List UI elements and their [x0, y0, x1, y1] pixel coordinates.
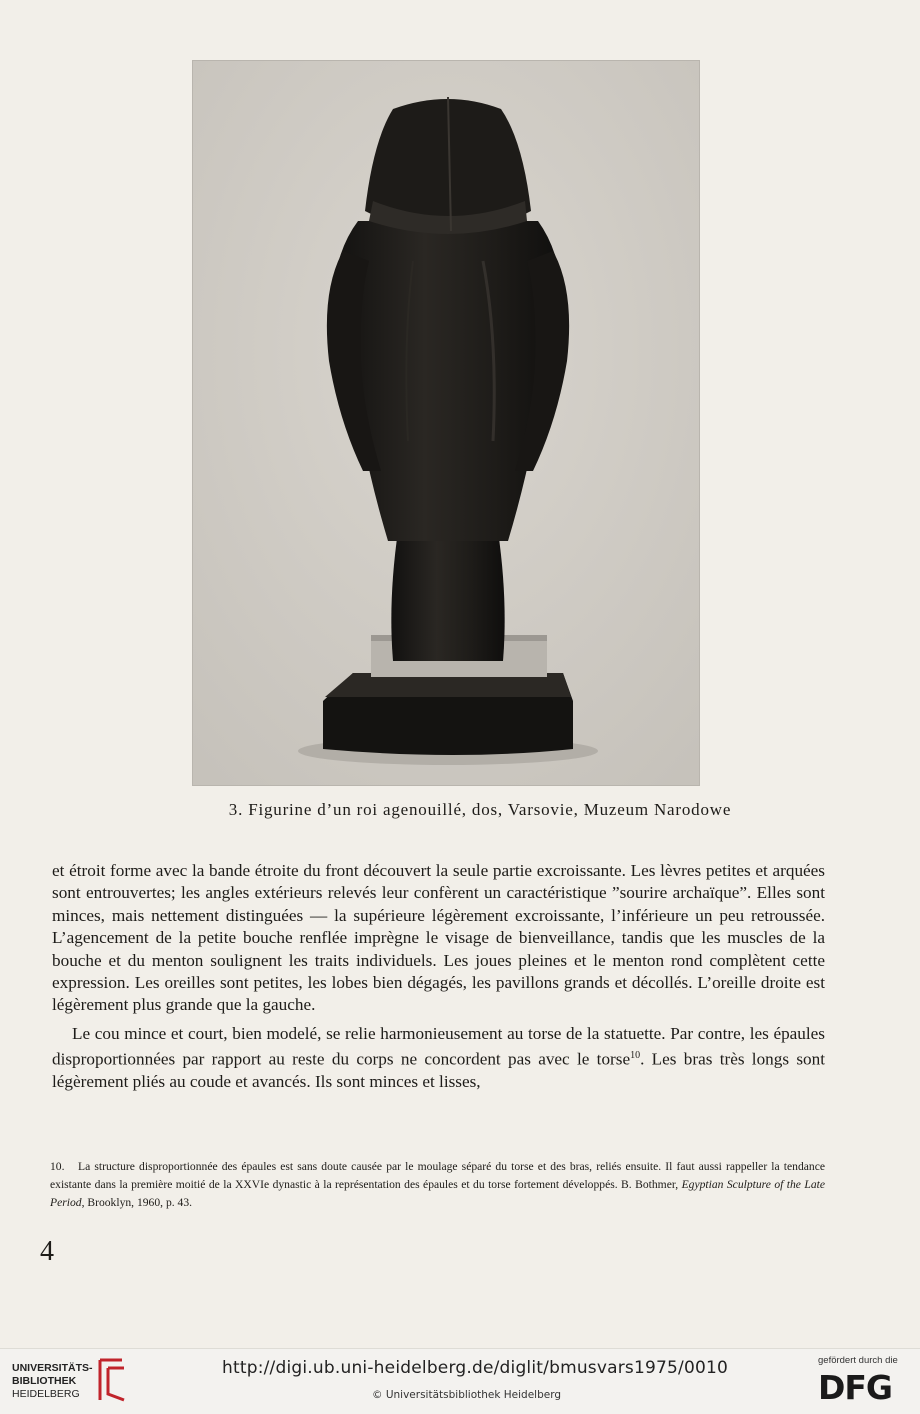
library-name-line-3: HEIDELBERG: [12, 1388, 80, 1400]
statue-figurine-image: [193, 61, 699, 785]
library-name-line-2: BIBLIOTHEK: [12, 1375, 77, 1387]
footnote: [50, 1158, 825, 1212]
figure-photo: [192, 60, 700, 786]
paragraph-2-continuation: . Les bras très longs sont légèrement pliés au coude et avancés. Ils sont minces et lisses,: [52, 1049, 825, 1092]
library-name-line-1: UNIVERSITÄTS-: [12, 1362, 93, 1374]
library-name[interactable]: [12, 1362, 93, 1401]
footnote-text: La structure disproportionnée des épaules est sans doute causée par le moulage séparé du torse et des bras, reliés ensuite. Il faut aussi rappeller la tendance existante dans la première moitié de la XXVIe dynastic à la représentation des épaules et du torse fortement développés. B. Bothmer,: [50, 1160, 825, 1191]
copyright-notice: © Universitätsbibliothek Heidelberg: [372, 1389, 562, 1401]
funder-label: gefördert durch die: [818, 1355, 898, 1366]
permalink-url[interactable]: http://digi.ub.uni-heidelberg.de/diglit/bmusvars1975/0010: [222, 1358, 729, 1378]
page-number: 4: [40, 1236, 54, 1267]
library-logo-icon[interactable]: [96, 1356, 128, 1404]
paragraph-1: et étroit forme avec la bande étroite du front découvert la seule partie excroissante. Les lèvres petites et arquées sont entrouvertes; les angles extérieurs relevés leur confèrent un caractéristique ”sourire archaïque”. Elles sont minces, mais nettement distinguées — la supérieure légèrement excroissante, l’inférieure un peu retroussée. L’agencement de la petite bouche renflée imprègne le visage de bienveillance, tandis que les muscles de la bouche et du menton soulignent les traits individuels. Les joues pleines et le menton rond complètent cette expression. Les oreilles sont petites, les lobes bien dégagés, les pavillons grands et décollés. L’oreille droite est légèrement plus grande que la gauche.: [52, 861, 825, 1015]
dfg-logo[interactable]: DFG: [818, 1368, 893, 1407]
figure-caption: 3. Figurine d’un roi agenouillé, dos, Varsovie, Muzeum Narodowe: [228, 800, 732, 819]
body-text: [52, 860, 825, 1094]
paragraph-2-text: Le cou mince et court, bien modelé, se relie harmonieusement au torse de la statuette. Par contre, les épaules disproportionnées par rapport au reste du corps ne concordent pas avec le torse: [52, 1023, 825, 1069]
footnote-book-title: Egyptian Sculpture of the Late Period: [50, 1178, 825, 1209]
footnote-number: 10.: [50, 1160, 65, 1173]
paragraph-2: [52, 1023, 825, 1094]
footnote-text-end: , Brooklyn, 1960, p. 43.: [81, 1196, 193, 1209]
footnote-reference[interactable]: 10: [630, 1050, 641, 1062]
